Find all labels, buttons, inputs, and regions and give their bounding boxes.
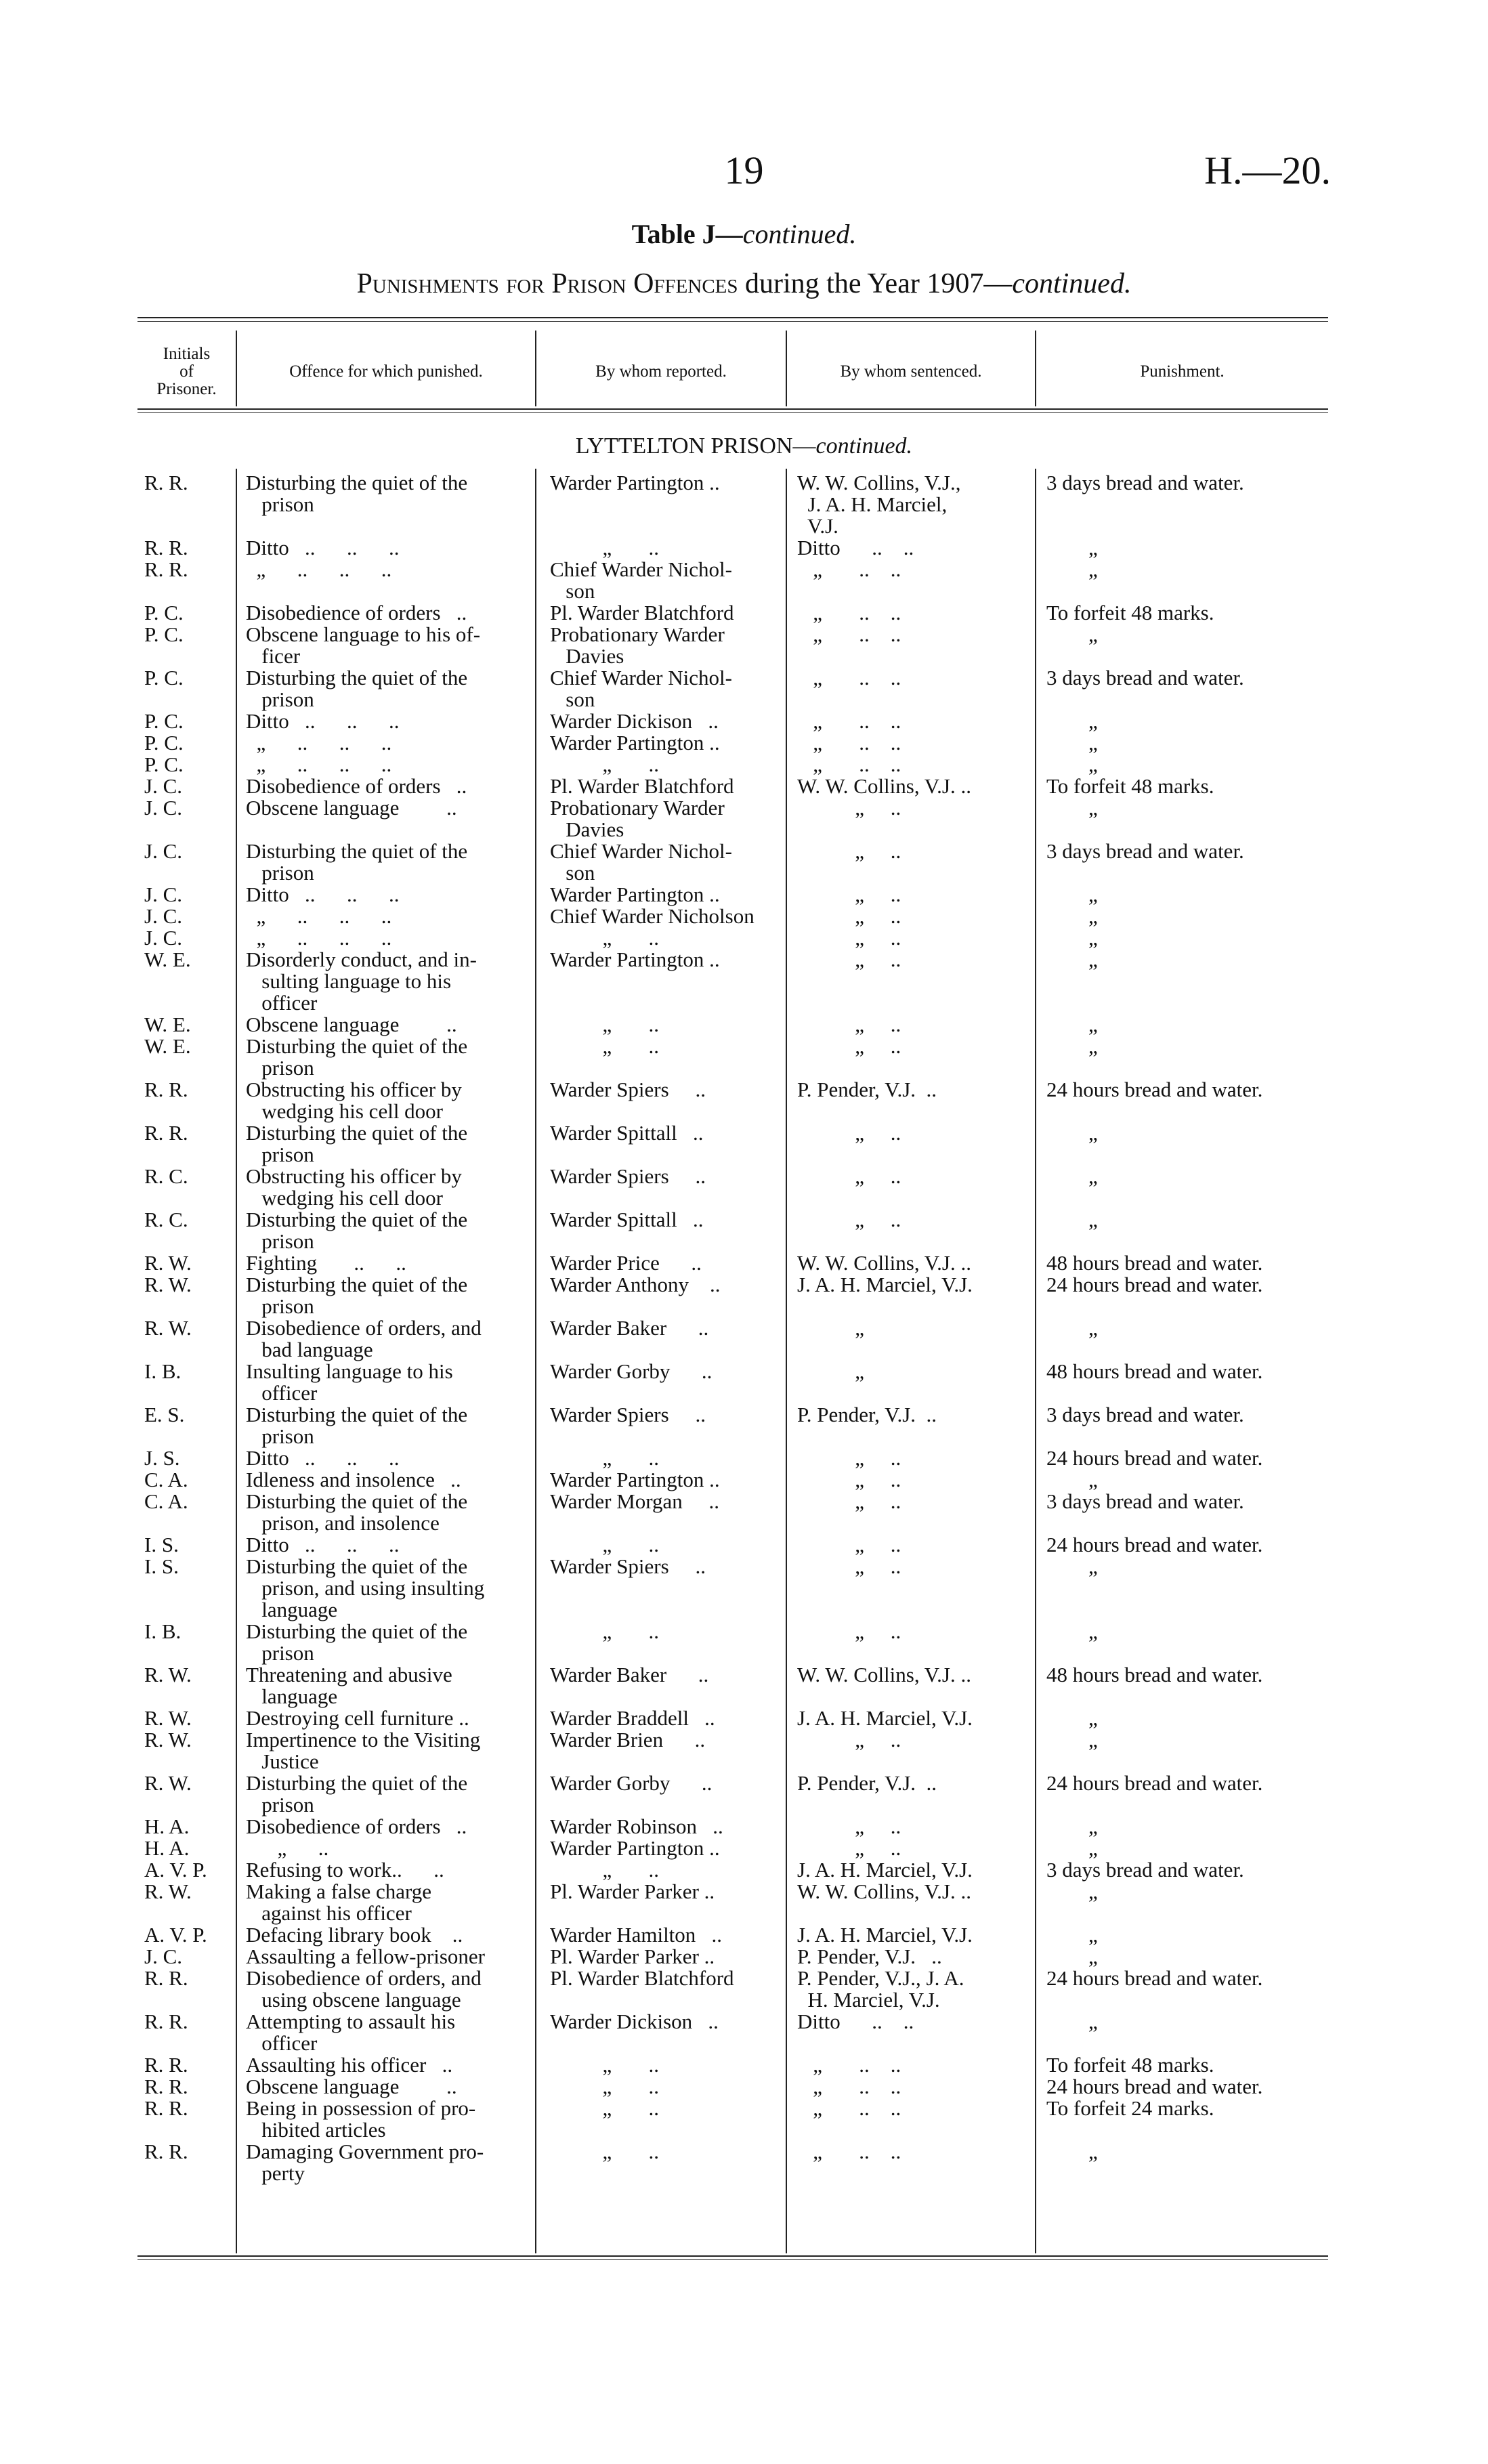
column-divider — [236, 469, 237, 2253]
table-title — [0, 218, 1488, 250]
page-number: 19 — [724, 148, 764, 192]
table-subtitle-suffix: continued. — [1012, 268, 1132, 299]
header-bottom-rule — [137, 408, 1328, 413]
header-offence: Offence for which punished. — [289, 362, 483, 381]
section-title: LYTTELTON PRISON— — [575, 433, 816, 459]
table-subtitle-caps: Punishments for Prison Offences — [356, 268, 738, 299]
column-divider — [1035, 469, 1036, 2253]
document-reference: H.—20. — [1204, 148, 1331, 192]
table-bottom-rule — [137, 2255, 1328, 2260]
column-offence: Disturbing the quiet of the prison Ditto .. .. .. „ .. .. .. Disobedience of orders .. Obscene language to his of- ficer Disturbing the quiet of the prison Ditto .. .. .. „ .. .. .. „ .. .. .. Disobedience of orders .. Obscene language .. Disturbing the quiet of the prison Ditto .. .. .. „ .. .. .. „ .. .. .. Disorderly conduct, and in- sulting language to his officer Obscene language .. Disturbing the quiet of the prison Obstructing his officer by wedging his cell door Disturbing the quiet of the prison Obstructing his officer by wedging his cell door Disturbing the quiet of the prison Fighting .. .. Disturbing the quiet of the prison Disobedience of orders, and bad language Insulting language to his officer Disturbing the quiet of the prison Ditto .. .. .. Idleness and insolence .. Disturbing the quiet of the prison, and insolence Ditto .. .. .. Disturbing the quiet of the prison, and using insulting language Disturbing the quiet of the prison Threatening and abusive language Destroying cell furniture .. Impertinence to the Visiting Justice Disturbing the quiet of the prison Disobedience of orders .. „ .. Refusing to work.. .. Making a false charge against his officer Defacing library book .. Assaulting a fellow-prisoner Disobedience of orders, and using obscene language Attempting to assault his officer Assaulting his officer .. Obscene language .. Being in possession of pro- hibited articles Damaging Government pro- perty — [246, 471, 485, 2185]
column-sentenced: W. W. Collins, V.J., J. A. H. Marciel, V.J. Ditto .. .. „ .. .. „ .. .. „ .. .. „ .. .. „ .. .. „ .. .. „ .. .. W. W. Collins, V.J. .. „ .. „ .. „ .. „ .. „ .. „ .. „ .. „ .. P. Pender, V.J. .. „ .. „ .. „ .. W. W. Collins, V.J. .. J. A. H. Marciel, V.J. „ „ P. Pender, V.J. .. „ .. „ .. „ .. „ .. „ .. „ .. W. W. Collins, V.J. .. J. A. H. Marciel, V.J. „ .. P. Pender, V.J. .. „ .. „ .. J. A. H. Marciel, V.J. W. W. Collins, V.J. .. J. A. H. Marciel, V.J. P. Pender, V.J. .. P. Pender, V.J., J. A. H. Marciel, V.J. Ditto .. .. „ .. .. „ .. .. „ .. .. „ .. .. — [797, 471, 973, 2163]
section-suffix: continued. — [815, 433, 913, 459]
column-divider — [535, 469, 536, 2253]
table-subtitle — [0, 268, 1488, 300]
table-subtitle-middle: during the Year 1907— — [738, 268, 1013, 299]
column-reported: Warder Partington .. „ .. Chief Warder Nichol- son Pl. Warder Blatchford Probationary Warder Davies Chief Warder Nichol- son Warder Dickison .. Warder Partington .. „ .. Pl. Warder Blatchford Probationary Warder Davies Chief Warder Nichol- son Warder Partington .. Chief Warder Nicholson „ .. Warder Partington .. „ .. „ .. Warder Spiers .. Warder Spittall .. Warder Spiers .. Warder Spittall .. Warder Price .. Warder Anthony .. Warder Baker .. Warder Gorby .. Warder Spiers .. „ .. Warder Partington .. Warder Morgan .. „ .. Warder Spiers .. „ .. Warder Baker .. Warder Braddell .. Warder Brien .. Warder Gorby .. Warder Robinson .. Warder Partington .. „ .. Pl. Warder Parker .. Warder Hamilton .. Pl. Warder Parker .. Pl. Warder Blatchford Warder Dickison .. „ .. „ .. „ .. „ .. — [550, 471, 754, 2163]
column-initials: R. R. R. R. R. R. P. C. P. C. P. C. P. C. P. C. P. C. J. C. J. C. J. C. J. C. J. C. J. C. W. E. W. E. W. E. R. R. R. R. R. C. R. C. R. W. R. W. R. W. I. B. E. S. J. S. C. A. C. A. I. S. I. S. I. B. R. W. R. W. R. W. R. W. H. A. H. A. A. V. P. R. W. A. V. P. J. C. R. R. R. R. R. R. R. R. R. R. R. R. — [144, 471, 207, 2163]
header-reported: By whom reported. — [595, 362, 727, 381]
header-top-rule — [137, 317, 1328, 322]
column-punishment: 3 days bread and water. „ „ To forfeit 48 marks. „ 3 days bread and water. „ „ „ To forfeit 48 marks. „ 3 days bread and water. „ „ „ „ „ „ 24 hours bread and water. „ „ „ 48 hours bread and water. 24 hours bread and water. „ 48 hours bread and water. 3 days bread and water. 24 hours bread and water. „ 3 days bread and water. 24 hours bread and water. „ „ 48 hours bread and water. „ „ 24 hours bread and water. „ „ 3 days bread and water. „ „ „ 24 hours bread and water. „ To forfeit 48 marks. 24 hours bread and water. To forfeit 24 marks. „ — [1046, 471, 1263, 2163]
table-title-suffix: continued. — [742, 219, 857, 249]
section-heading — [0, 433, 1488, 459]
table-title-main: Table J— — [631, 219, 743, 249]
header-initials: Initials of Prisoner. — [156, 344, 217, 399]
header-sentenced: By whom sentenced. — [840, 362, 982, 381]
header-punishment: Punishment. — [1140, 362, 1225, 381]
column-divider — [786, 469, 787, 2253]
